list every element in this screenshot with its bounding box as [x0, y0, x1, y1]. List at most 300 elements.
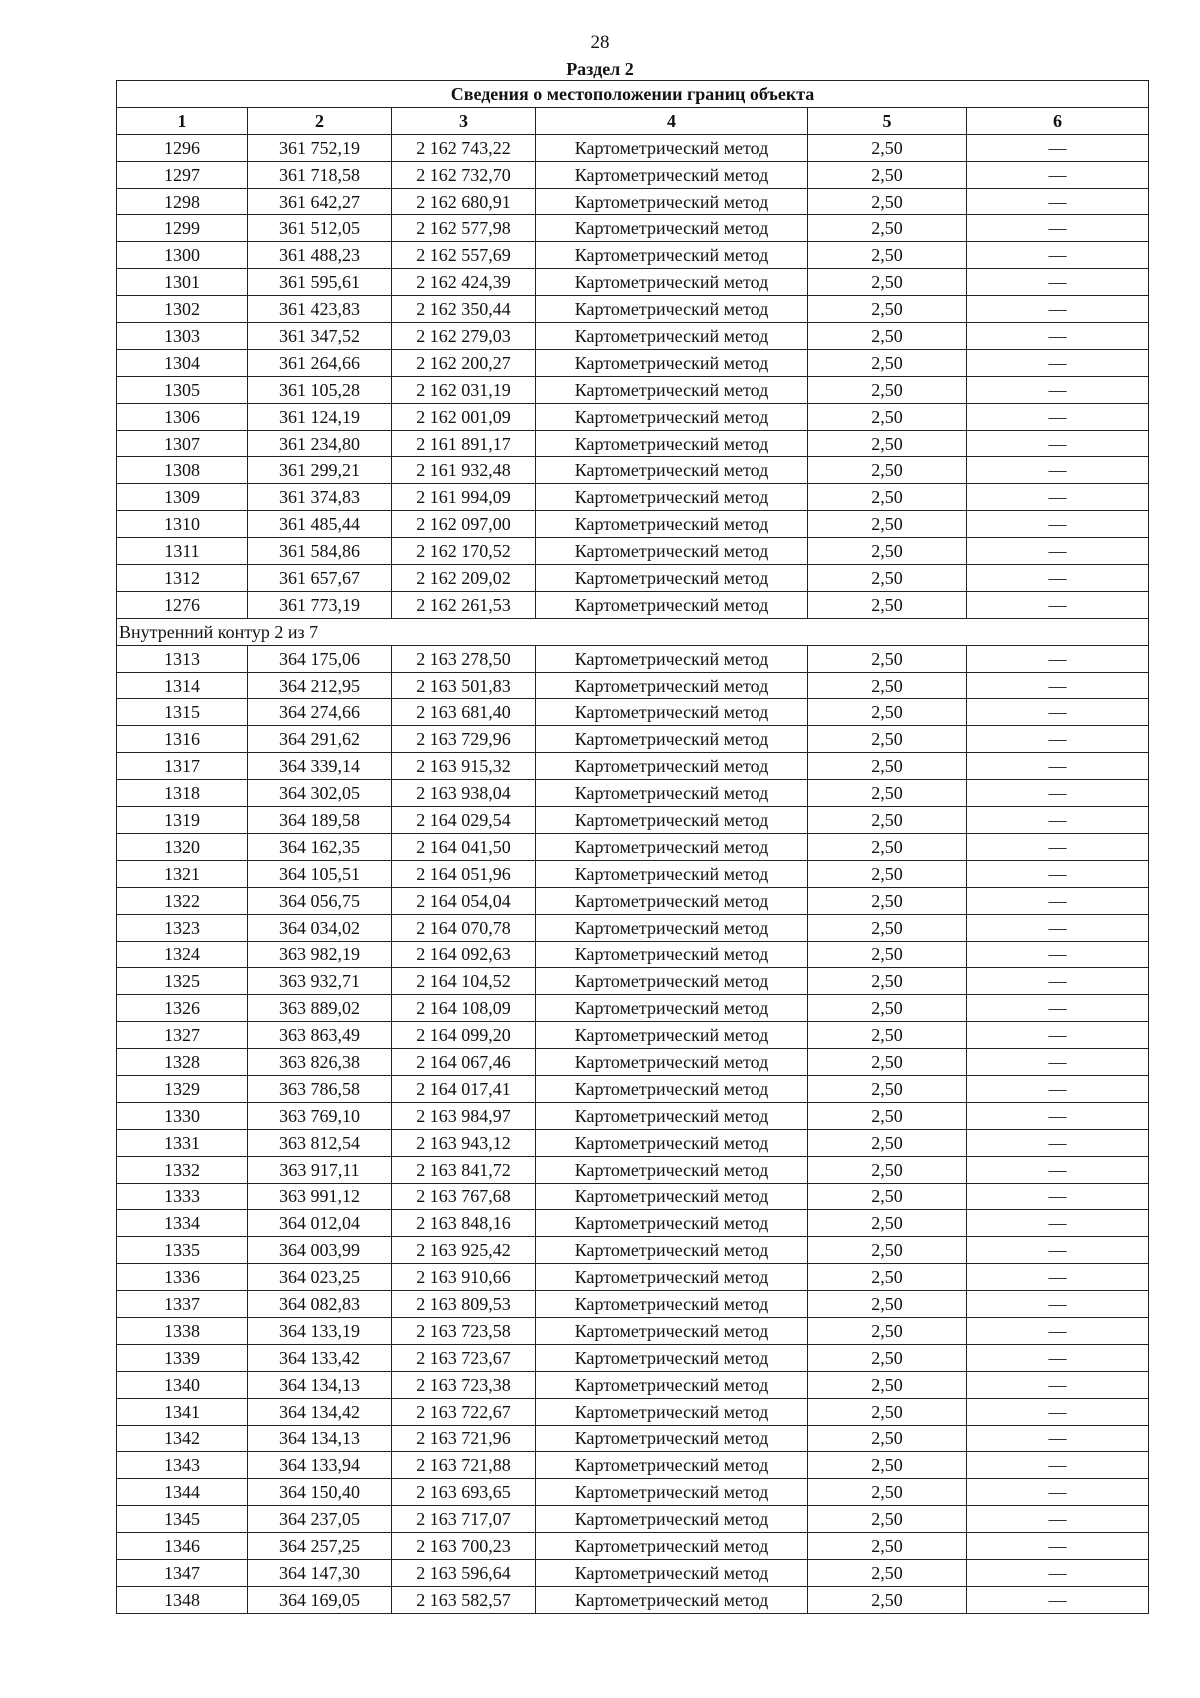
accuracy-cell: 2,50	[808, 1183, 967, 1210]
accuracy-cell: 2,50	[808, 1264, 967, 1291]
method-cell: Картометрический метод	[536, 565, 808, 592]
method-cell: Картометрический метод	[536, 941, 808, 968]
column-header: 5	[808, 107, 967, 134]
accuracy-cell: 2,50	[808, 887, 967, 914]
note-cell: —	[967, 565, 1149, 592]
accuracy-cell: 2,50	[808, 1291, 967, 1318]
note-cell: —	[967, 134, 1149, 161]
x-coordinate-cell: 364 133,19	[248, 1317, 392, 1344]
table-row	[117, 215, 1149, 242]
table-row	[117, 1156, 1149, 1183]
y-coordinate-cell: 2 164 067,46	[392, 1049, 536, 1076]
x-coordinate-cell: 363 769,10	[248, 1102, 392, 1129]
accuracy-cell: 2,50	[808, 860, 967, 887]
point-number-cell: 1331	[117, 1129, 248, 1156]
table-row	[117, 1559, 1149, 1586]
table-row	[117, 1371, 1149, 1398]
x-coordinate-cell: 363 863,49	[248, 1022, 392, 1049]
accuracy-cell: 2,50	[808, 1398, 967, 1425]
method-cell: Картометрический метод	[536, 403, 808, 430]
y-coordinate-cell: 2 162 557,69	[392, 242, 536, 269]
table-row	[117, 1022, 1149, 1049]
note-cell: —	[967, 1533, 1149, 1560]
y-coordinate-cell: 2 163 809,53	[392, 1291, 536, 1318]
point-number-cell: 1328	[117, 1049, 248, 1076]
y-coordinate-cell: 2 162 732,70	[392, 161, 536, 188]
table-row	[117, 1506, 1149, 1533]
point-number-cell: 1334	[117, 1210, 248, 1237]
x-coordinate-cell: 364 212,95	[248, 672, 392, 699]
accuracy-cell: 2,50	[808, 215, 967, 242]
y-coordinate-cell: 2 163 841,72	[392, 1156, 536, 1183]
note-cell: —	[967, 1371, 1149, 1398]
table-caption-row	[117, 81, 1149, 108]
point-number-cell: 1343	[117, 1452, 248, 1479]
x-coordinate-cell: 363 932,71	[248, 968, 392, 995]
note-cell: —	[967, 269, 1149, 296]
table-row	[117, 188, 1149, 215]
point-number-cell: 1340	[117, 1371, 248, 1398]
point-number-cell: 1342	[117, 1425, 248, 1452]
x-coordinate-cell: 364 133,42	[248, 1344, 392, 1371]
table-row	[117, 780, 1149, 807]
method-cell: Картометрический метод	[536, 995, 808, 1022]
table-row	[117, 672, 1149, 699]
point-number-cell: 1317	[117, 753, 248, 780]
y-coordinate-cell: 2 163 501,83	[392, 672, 536, 699]
x-coordinate-cell: 361 299,21	[248, 457, 392, 484]
note-cell: —	[967, 484, 1149, 511]
point-number-cell: 1314	[117, 672, 248, 699]
x-coordinate-cell: 363 991,12	[248, 1183, 392, 1210]
method-cell: Картометрический метод	[536, 1506, 808, 1533]
point-number-cell: 1333	[117, 1183, 248, 1210]
note-cell: —	[967, 188, 1149, 215]
point-number-cell: 1329	[117, 1075, 248, 1102]
accuracy-cell: 2,50	[808, 1559, 967, 1586]
note-cell: —	[967, 645, 1149, 672]
note-cell: —	[967, 1425, 1149, 1452]
x-coordinate-cell: 364 056,75	[248, 887, 392, 914]
column-header: 6	[967, 107, 1149, 134]
note-cell: —	[967, 1049, 1149, 1076]
table-row	[117, 511, 1149, 538]
note-cell: —	[967, 1398, 1149, 1425]
x-coordinate-cell: 364 105,51	[248, 860, 392, 887]
x-coordinate-cell: 361 512,05	[248, 215, 392, 242]
note-cell: —	[967, 1210, 1149, 1237]
x-coordinate-cell: 364 237,05	[248, 1506, 392, 1533]
accuracy-cell: 2,50	[808, 672, 967, 699]
method-cell: Картометрический метод	[536, 1022, 808, 1049]
note-cell: —	[967, 430, 1149, 457]
accuracy-cell: 2,50	[808, 511, 967, 538]
point-number-cell: 1296	[117, 134, 248, 161]
contour-label: Внутренний контур 2 из 7	[117, 618, 1149, 645]
x-coordinate-cell: 361 642,27	[248, 188, 392, 215]
x-coordinate-cell: 361 752,19	[248, 134, 392, 161]
page-number: 28	[590, 32, 610, 53]
table-row	[117, 323, 1149, 350]
y-coordinate-cell: 2 164 099,20	[392, 1022, 536, 1049]
method-cell: Картометрический метод	[536, 1183, 808, 1210]
y-coordinate-cell: 2 163 910,66	[392, 1264, 536, 1291]
note-cell: —	[967, 1237, 1149, 1264]
point-number-cell: 1315	[117, 699, 248, 726]
table-row	[117, 161, 1149, 188]
y-coordinate-cell: 2 164 104,52	[392, 968, 536, 995]
accuracy-cell: 2,50	[808, 726, 967, 753]
y-coordinate-cell: 2 163 925,42	[392, 1237, 536, 1264]
accuracy-cell: 2,50	[808, 457, 967, 484]
method-cell: Картометрический метод	[536, 968, 808, 995]
method-cell: Картометрический метод	[536, 296, 808, 323]
accuracy-cell: 2,50	[808, 269, 967, 296]
method-cell: Картометрический метод	[536, 726, 808, 753]
accuracy-cell: 2,50	[808, 1129, 967, 1156]
x-coordinate-cell: 364 082,83	[248, 1291, 392, 1318]
table-row	[117, 1291, 1149, 1318]
table-row	[117, 242, 1149, 269]
accuracy-cell: 2,50	[808, 1210, 967, 1237]
note-cell: —	[967, 1129, 1149, 1156]
table-row	[117, 457, 1149, 484]
point-number-cell: 1326	[117, 995, 248, 1022]
y-coordinate-cell: 2 162 170,52	[392, 538, 536, 565]
y-coordinate-cell: 2 162 031,19	[392, 376, 536, 403]
method-cell: Картометрический метод	[536, 1210, 808, 1237]
x-coordinate-cell: 361 374,83	[248, 484, 392, 511]
x-coordinate-cell: 361 595,61	[248, 269, 392, 296]
accuracy-cell: 2,50	[808, 1156, 967, 1183]
note-cell: —	[967, 887, 1149, 914]
column-header: 1	[117, 107, 248, 134]
x-coordinate-cell: 364 162,35	[248, 833, 392, 860]
method-cell: Картометрический метод	[536, 1156, 808, 1183]
method-cell: Картометрический метод	[536, 323, 808, 350]
y-coordinate-cell: 2 163 693,65	[392, 1479, 536, 1506]
point-number-cell: 1325	[117, 968, 248, 995]
table-row	[117, 699, 1149, 726]
method-cell: Картометрический метод	[536, 1398, 808, 1425]
x-coordinate-cell: 364 023,25	[248, 1264, 392, 1291]
point-number-cell: 1332	[117, 1156, 248, 1183]
x-coordinate-cell: 363 917,11	[248, 1156, 392, 1183]
method-cell: Картометрический метод	[536, 1317, 808, 1344]
x-coordinate-cell: 361 584,86	[248, 538, 392, 565]
y-coordinate-cell: 2 163 723,67	[392, 1344, 536, 1371]
note-cell: —	[967, 860, 1149, 887]
table-row	[117, 591, 1149, 618]
note-cell: —	[967, 1586, 1149, 1613]
y-coordinate-cell: 2 162 097,00	[392, 511, 536, 538]
method-cell: Картометрический метод	[536, 1533, 808, 1560]
table-caption: Сведения о местоположении границ объекта	[117, 81, 1149, 108]
y-coordinate-cell: 2 163 943,12	[392, 1129, 536, 1156]
point-number-cell: 1320	[117, 833, 248, 860]
note-cell: —	[967, 672, 1149, 699]
method-cell: Картометрический метод	[536, 780, 808, 807]
column-header: 2	[248, 107, 392, 134]
accuracy-cell: 2,50	[808, 538, 967, 565]
x-coordinate-cell: 361 485,44	[248, 511, 392, 538]
method-cell: Картометрический метод	[536, 914, 808, 941]
y-coordinate-cell: 2 164 070,78	[392, 914, 536, 941]
accuracy-cell: 2,50	[808, 591, 967, 618]
table-row	[117, 565, 1149, 592]
table-row	[117, 349, 1149, 376]
table-row	[117, 1425, 1149, 1452]
point-number-cell: 1321	[117, 860, 248, 887]
note-cell: —	[967, 914, 1149, 941]
point-number-cell: 1337	[117, 1291, 248, 1318]
accuracy-cell: 2,50	[808, 296, 967, 323]
method-cell: Картометрический метод	[536, 538, 808, 565]
y-coordinate-cell: 2 163 767,68	[392, 1183, 536, 1210]
column-numbers-row	[117, 107, 1149, 134]
x-coordinate-cell: 361 423,83	[248, 296, 392, 323]
method-cell: Картометрический метод	[536, 161, 808, 188]
point-number-cell: 1310	[117, 511, 248, 538]
point-number-cell: 1311	[117, 538, 248, 565]
y-coordinate-cell: 2 163 848,16	[392, 1210, 536, 1237]
note-cell: —	[967, 1291, 1149, 1318]
section-title: Раздел 2	[566, 59, 634, 79]
y-coordinate-cell: 2 162 261,53	[392, 591, 536, 618]
table-row	[117, 1533, 1149, 1560]
note-cell: —	[967, 699, 1149, 726]
accuracy-cell: 2,50	[808, 1425, 967, 1452]
table-row	[117, 1129, 1149, 1156]
x-coordinate-cell: 364 012,04	[248, 1210, 392, 1237]
x-coordinate-cell: 361 657,67	[248, 565, 392, 592]
table-row	[117, 538, 1149, 565]
y-coordinate-cell: 2 163 582,57	[392, 1586, 536, 1613]
note-cell: —	[967, 780, 1149, 807]
note-cell: —	[967, 538, 1149, 565]
table-row	[117, 403, 1149, 430]
y-coordinate-cell: 2 163 278,50	[392, 645, 536, 672]
y-coordinate-cell: 2 164 041,50	[392, 833, 536, 860]
table-row	[117, 430, 1149, 457]
accuracy-cell: 2,50	[808, 995, 967, 1022]
table-row	[117, 860, 1149, 887]
note-cell: —	[967, 1344, 1149, 1371]
y-coordinate-cell: 2 164 051,96	[392, 860, 536, 887]
accuracy-cell: 2,50	[808, 1506, 967, 1533]
point-number-cell: 1300	[117, 242, 248, 269]
table-row	[117, 134, 1149, 161]
table-row	[117, 1210, 1149, 1237]
accuracy-cell: 2,50	[808, 1075, 967, 1102]
accuracy-cell: 2,50	[808, 645, 967, 672]
y-coordinate-cell: 2 162 350,44	[392, 296, 536, 323]
y-coordinate-cell: 2 164 054,04	[392, 887, 536, 914]
table-row	[117, 1183, 1149, 1210]
point-number-cell: 1303	[117, 323, 248, 350]
point-number-cell: 1341	[117, 1398, 248, 1425]
accuracy-cell: 2,50	[808, 161, 967, 188]
point-number-cell: 1318	[117, 780, 248, 807]
x-coordinate-cell: 361 488,23	[248, 242, 392, 269]
note-cell: —	[967, 1102, 1149, 1129]
y-coordinate-cell: 2 163 722,67	[392, 1398, 536, 1425]
y-coordinate-cell: 2 162 577,98	[392, 215, 536, 242]
table-row	[117, 484, 1149, 511]
method-cell: Картометрический метод	[536, 672, 808, 699]
point-number-cell: 1336	[117, 1264, 248, 1291]
x-coordinate-cell: 364 302,05	[248, 780, 392, 807]
y-coordinate-cell: 2 161 891,17	[392, 430, 536, 457]
table-row	[117, 753, 1149, 780]
table-row	[117, 1452, 1149, 1479]
point-number-cell: 1335	[117, 1237, 248, 1264]
y-coordinate-cell: 2 163 723,58	[392, 1317, 536, 1344]
method-cell: Картометрический метод	[536, 188, 808, 215]
note-cell: —	[967, 995, 1149, 1022]
accuracy-cell: 2,50	[808, 430, 967, 457]
accuracy-cell: 2,50	[808, 1479, 967, 1506]
column-header: 4	[536, 107, 808, 134]
table-row	[117, 887, 1149, 914]
accuracy-cell: 2,50	[808, 242, 967, 269]
table-row	[117, 968, 1149, 995]
accuracy-cell: 2,50	[808, 484, 967, 511]
accuracy-cell: 2,50	[808, 1371, 967, 1398]
y-coordinate-cell: 2 162 424,39	[392, 269, 536, 296]
accuracy-cell: 2,50	[808, 699, 967, 726]
note-cell: —	[967, 511, 1149, 538]
table-row	[117, 376, 1149, 403]
point-number-cell: 1297	[117, 161, 248, 188]
accuracy-cell: 2,50	[808, 565, 967, 592]
note-cell: —	[967, 1559, 1149, 1586]
x-coordinate-cell: 364 147,30	[248, 1559, 392, 1586]
x-coordinate-cell: 363 982,19	[248, 941, 392, 968]
point-number-cell: 1298	[117, 188, 248, 215]
y-coordinate-cell: 2 161 994,09	[392, 484, 536, 511]
x-coordinate-cell: 364 257,25	[248, 1533, 392, 1560]
point-number-cell: 1312	[117, 565, 248, 592]
column-header: 3	[392, 107, 536, 134]
table-row	[117, 914, 1149, 941]
y-coordinate-cell: 2 164 017,41	[392, 1075, 536, 1102]
note-cell: —	[967, 1075, 1149, 1102]
table-row	[117, 1049, 1149, 1076]
y-coordinate-cell: 2 164 108,09	[392, 995, 536, 1022]
method-cell: Картометрический метод	[536, 1479, 808, 1506]
note-cell: —	[967, 161, 1149, 188]
y-coordinate-cell: 2 163 717,07	[392, 1506, 536, 1533]
point-number-cell: 1302	[117, 296, 248, 323]
x-coordinate-cell: 361 124,19	[248, 403, 392, 430]
method-cell: Картометрический метод	[536, 1344, 808, 1371]
point-number-cell: 1339	[117, 1344, 248, 1371]
note-cell: —	[967, 1479, 1149, 1506]
accuracy-cell: 2,50	[808, 1102, 967, 1129]
y-coordinate-cell: 2 163 984,97	[392, 1102, 536, 1129]
table-row	[117, 296, 1149, 323]
accuracy-cell: 2,50	[808, 1317, 967, 1344]
method-cell: Картометрический метод	[536, 1264, 808, 1291]
table-row	[117, 1237, 1149, 1264]
accuracy-cell: 2,50	[808, 1586, 967, 1613]
method-cell: Картометрический метод	[536, 215, 808, 242]
note-cell: —	[967, 968, 1149, 995]
note-cell: —	[967, 457, 1149, 484]
note-cell: —	[967, 591, 1149, 618]
method-cell: Картометрический метод	[536, 887, 808, 914]
y-coordinate-cell: 2 162 743,22	[392, 134, 536, 161]
method-cell: Картометрический метод	[536, 1291, 808, 1318]
x-coordinate-cell: 361 234,80	[248, 430, 392, 457]
table-row	[117, 941, 1149, 968]
table-row	[117, 1586, 1149, 1613]
y-coordinate-cell: 2 162 680,91	[392, 188, 536, 215]
accuracy-cell: 2,50	[808, 941, 967, 968]
point-number-cell: 1309	[117, 484, 248, 511]
note-cell: —	[967, 807, 1149, 834]
method-cell: Картометрический метод	[536, 1425, 808, 1452]
accuracy-cell: 2,50	[808, 1022, 967, 1049]
y-coordinate-cell: 2 163 729,96	[392, 726, 536, 753]
accuracy-cell: 2,50	[808, 323, 967, 350]
point-number-cell: 1276	[117, 591, 248, 618]
note-cell: —	[967, 1506, 1149, 1533]
accuracy-cell: 2,50	[808, 188, 967, 215]
method-cell: Картометрический метод	[536, 807, 808, 834]
table-body	[117, 134, 1149, 1613]
x-coordinate-cell: 364 150,40	[248, 1479, 392, 1506]
point-number-cell: 1316	[117, 726, 248, 753]
note-cell: —	[967, 1183, 1149, 1210]
point-number-cell: 1338	[117, 1317, 248, 1344]
accuracy-cell: 2,50	[808, 134, 967, 161]
table-row	[117, 1102, 1149, 1129]
note-cell: —	[967, 349, 1149, 376]
note-cell: —	[967, 833, 1149, 860]
method-cell: Картометрический метод	[536, 1049, 808, 1076]
method-cell: Картометрический метод	[536, 860, 808, 887]
x-coordinate-cell: 364 133,94	[248, 1452, 392, 1479]
point-number-cell: 1347	[117, 1559, 248, 1586]
point-number-cell: 1324	[117, 941, 248, 968]
table-row	[117, 1317, 1149, 1344]
contour-label-row	[117, 618, 1149, 645]
x-coordinate-cell: 364 169,05	[248, 1586, 392, 1613]
note-cell: —	[967, 1022, 1149, 1049]
y-coordinate-cell: 2 162 001,09	[392, 403, 536, 430]
x-coordinate-cell: 361 773,19	[248, 591, 392, 618]
boundary-coordinates-table	[116, 80, 1149, 1614]
point-number-cell: 1323	[117, 914, 248, 941]
method-cell: Картометрический метод	[536, 1129, 808, 1156]
point-number-cell: 1301	[117, 269, 248, 296]
point-number-cell: 1345	[117, 1506, 248, 1533]
point-number-cell: 1322	[117, 887, 248, 914]
point-number-cell: 1327	[117, 1022, 248, 1049]
method-cell: Картометрический метод	[536, 1371, 808, 1398]
x-coordinate-cell: 364 339,14	[248, 753, 392, 780]
method-cell: Картометрический метод	[536, 1452, 808, 1479]
y-coordinate-cell: 2 163 596,64	[392, 1559, 536, 1586]
y-coordinate-cell: 2 162 209,02	[392, 565, 536, 592]
method-cell: Картометрический метод	[536, 1586, 808, 1613]
x-coordinate-cell: 363 786,58	[248, 1075, 392, 1102]
point-number-cell: 1299	[117, 215, 248, 242]
y-coordinate-cell: 2 163 721,96	[392, 1425, 536, 1452]
method-cell: Картометрический метод	[536, 1237, 808, 1264]
